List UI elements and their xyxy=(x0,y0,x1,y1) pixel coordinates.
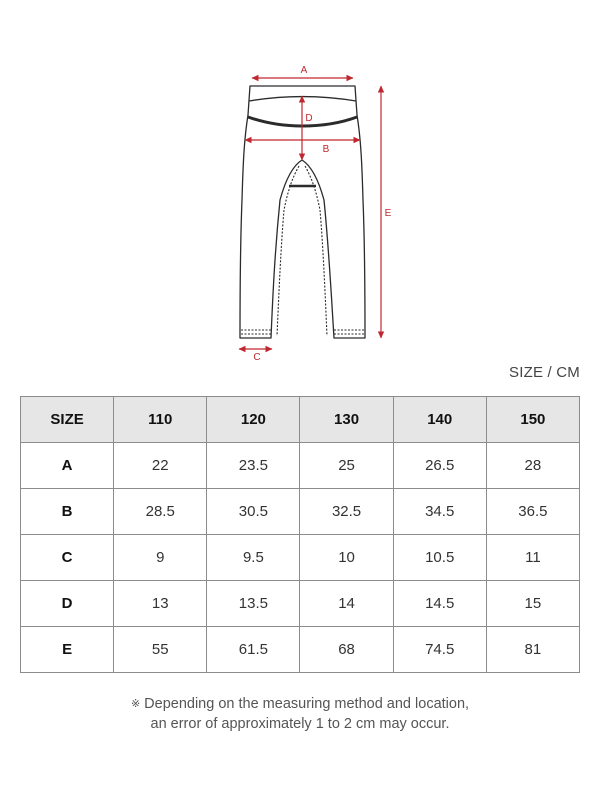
table-cell: 26.5 xyxy=(393,443,486,489)
hem-stitch-left xyxy=(241,330,271,334)
table-cell: 14.5 xyxy=(393,581,486,627)
table-row xyxy=(21,489,580,535)
table-cell: 10 xyxy=(300,535,393,581)
header-size-140: 140 xyxy=(393,397,486,443)
table-cell: 81 xyxy=(486,627,579,673)
measure-d-label: D xyxy=(305,113,313,124)
hem-stitch-right xyxy=(334,330,364,334)
row-label: E xyxy=(21,627,114,673)
measurement-disclaimer xyxy=(0,694,600,734)
table-cell: 13 xyxy=(114,581,207,627)
table-cell: 36.5 xyxy=(486,489,579,535)
table-cell: 9.5 xyxy=(207,535,300,581)
table-cell: 55 xyxy=(114,627,207,673)
header-size-130: 130 xyxy=(300,397,393,443)
table-cell: 23.5 xyxy=(207,443,300,489)
row-label: C xyxy=(21,535,114,581)
leggings-measurement-diagram xyxy=(0,0,600,370)
table-cell: 22 xyxy=(114,443,207,489)
table-row xyxy=(21,581,580,627)
table-header-row xyxy=(21,397,580,443)
measure-a-label: A xyxy=(300,65,308,76)
note-mark-icon: ※ xyxy=(130,698,141,710)
measure-c-label: C xyxy=(253,352,261,363)
table-cell: 15 xyxy=(486,581,579,627)
waistband-seam-left xyxy=(248,117,302,126)
unit-label: SIZE / CM xyxy=(509,364,580,381)
measure-b-label: B xyxy=(322,144,330,155)
row-label: A xyxy=(21,443,114,489)
table-cell: 34.5 xyxy=(393,489,486,535)
table-cell: 10.5 xyxy=(393,535,486,581)
table-cell: 74.5 xyxy=(393,627,486,673)
header-size-120: 120 xyxy=(207,397,300,443)
table-cell: 11 xyxy=(486,535,579,581)
header-size: SIZE xyxy=(21,397,114,443)
disclaimer-text-1: Depending on the measuring method and location, xyxy=(144,696,470,712)
measure-e-label: E xyxy=(384,208,392,219)
table-cell: 28 xyxy=(486,443,579,489)
header-size-110: 110 xyxy=(114,397,207,443)
table-cell: 61.5 xyxy=(207,627,300,673)
table-row xyxy=(21,627,580,673)
table-row xyxy=(21,535,580,581)
inseam-right xyxy=(305,166,327,336)
table-cell: 25 xyxy=(300,443,393,489)
row-label: D xyxy=(21,581,114,627)
table-cell: 68 xyxy=(300,627,393,673)
disclaimer-line-1 xyxy=(0,694,600,714)
header-size-150: 150 xyxy=(486,397,579,443)
table-row xyxy=(21,443,580,489)
table-cell: 9 xyxy=(114,535,207,581)
inseam-left xyxy=(277,166,299,336)
table-cell: 14 xyxy=(300,581,393,627)
table-cell: 32.5 xyxy=(300,489,393,535)
disclaimer-line-2: an error of approximately 1 to 2 cm may occur. xyxy=(150,716,450,732)
table-cell: 28.5 xyxy=(114,489,207,535)
row-label: B xyxy=(21,489,114,535)
table-cell: 30.5 xyxy=(207,489,300,535)
table-cell: 13.5 xyxy=(207,581,300,627)
size-chart-table xyxy=(20,396,580,673)
